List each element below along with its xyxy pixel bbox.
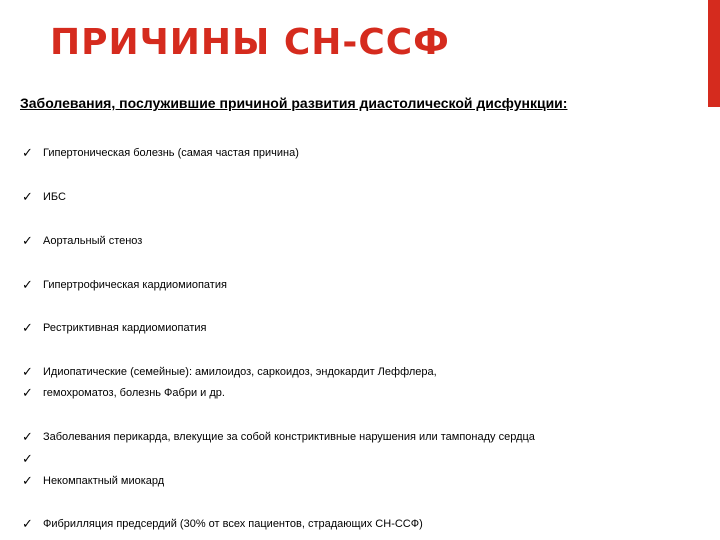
list-item <box>22 451 43 467</box>
list-item-text: Гипертрофическая кардиомиопатия <box>43 279 227 291</box>
list-item <box>22 233 142 249</box>
list-item-text: Гипертоническая болезнь (самая частая причина) <box>43 147 299 159</box>
list-item-text: ИБС <box>43 191 66 203</box>
check-icon: ✓ <box>22 451 33 467</box>
list-item <box>22 189 66 205</box>
check-icon: ✓ <box>22 277 33 293</box>
check-icon: ✓ <box>22 385 33 401</box>
list-item <box>22 516 423 532</box>
check-icon: ✓ <box>22 473 33 489</box>
list-item-text: Идиопатические (семейные): амилоидоз, саркоидоз, эндокардит Леффлера, <box>43 366 437 378</box>
list-item <box>22 364 437 380</box>
list-item <box>22 385 225 401</box>
slide-title: ПРИЧИНЫ СН-ССФ <box>50 22 450 63</box>
check-icon: ✓ <box>22 189 33 205</box>
check-icon: ✓ <box>22 364 33 380</box>
list-item-text: Некомпактный миокард <box>43 475 165 487</box>
check-icon: ✓ <box>22 320 33 336</box>
list-item <box>22 320 206 336</box>
check-icon: ✓ <box>22 233 33 249</box>
list-item-text: Заболевания перикарда, влекущие за собой констриктивные нарушения или тампонаду сердца <box>43 431 535 443</box>
list-item-text: Рестриктивная кардиомиопатия <box>43 322 207 334</box>
check-icon: ✓ <box>22 516 33 532</box>
list-item <box>22 429 535 445</box>
list-item <box>22 145 299 161</box>
list-item <box>22 277 227 293</box>
slide-subtitle: Заболевания, послужившие причиной развития диастолической дисфункции: <box>20 95 568 111</box>
accent-bar <box>708 0 720 107</box>
list-item-text: Аортальный стеноз <box>43 235 143 247</box>
list-item <box>22 473 164 489</box>
list-item-text: гемохроматоз, болезнь Фабри и др. <box>43 387 225 399</box>
list-item-text: Фибрилляция предсердий (30% от всех пациентов, страдающих СН-ССФ) <box>43 518 423 530</box>
check-icon: ✓ <box>22 429 33 445</box>
check-icon: ✓ <box>22 145 33 161</box>
